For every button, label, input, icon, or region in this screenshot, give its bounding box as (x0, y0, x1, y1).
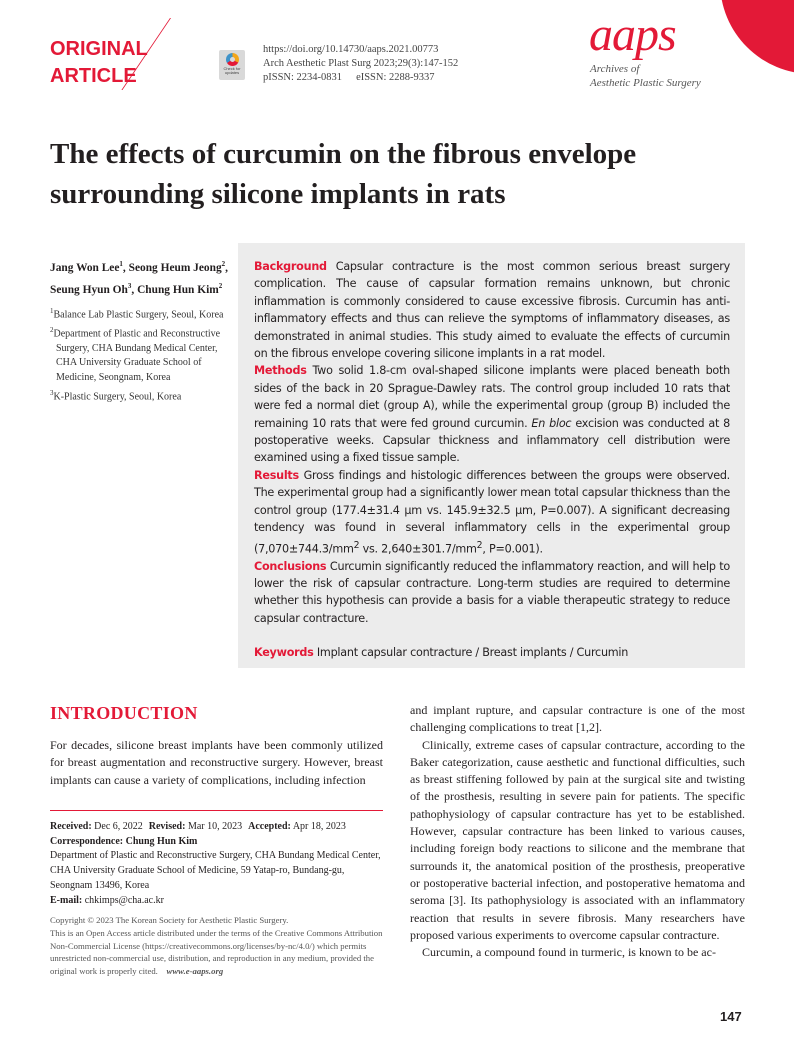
corner-accent-circle (720, 0, 794, 74)
publication-info (263, 43, 458, 85)
abstract-background: Background Capsular contracture is the most common serious breast surgery complication. The cause of capsular formation remains unknown, but chronic inflammation is commonly considered to cause excessive fibrosis. Curcumin has anti-inflammatory effects and thus can relieve the symptoms of inflammatory diseases, as demonstrated in animal studies. This study aimed to evaluate the effects of curcumin on the fibrous envelope covering silicone implants in a rat model. (254, 260, 730, 361)
intro-right-column (410, 702, 745, 961)
citation: Arch Aesthetic Plast Surg 2023;29(3):147-152 (263, 58, 459, 69)
email-link[interactable]: chkimps@cha.ac.kr (84, 894, 164, 906)
abstract-keywords: Keywords Implant capsular contracture / Breast implants / Curcumin (254, 646, 629, 660)
page-number: 147 (720, 1009, 742, 1024)
affiliation-item: $^2$Department of Plastic and Reconstructive Surgery, CHA Bundang Medical Center, CHA University Graduate School of Medicine, Seongnam, Korea (50, 325, 221, 384)
intro-paragraph: and implant rupture, and capsular contracture is one of the most challenging complications to treat [1,2]. (410, 703, 745, 735)
intro-paragraph: Curcumin, a compound found in turmeric, is known to be ac- (422, 945, 716, 960)
crossmark-icon (226, 53, 239, 66)
author-list: Jang Won Lee$^1$, Seong Heum Jeong$^2$, Seung Hyun Oh$^3$, Chung Hun Kim$^2$ (50, 260, 229, 297)
doi-link[interactable]: https://doi.org/10.14730/aaps.2021.00773 (263, 44, 439, 55)
article-title: The effects of curcumin on the fibrous envelope surrounding silicone implants in rats (50, 138, 637, 210)
copyright-notice: Copyright © 2023 The Korean Society for Aesthetic Plastic Surgery. This is an Open Access article distributed under the terms of the Creative Commons Attribution Non-Commercial License (https://creativecommons.org/licenses/by-nc/4.0/) which permits unrestricted non-commercial use, distribution, and reproduction in any medium, provided the original work is properly cited. www.e-aaps.org (50, 915, 383, 977)
correspondence-address: Department of Plastic and Reconstructive Surgery, CHA Bundang Medical Center, CHA University Graduate School of Medicine, 59 Yatap-ro, Bundang-gu, Seongnam 13496, Korea (50, 850, 381, 891)
journal-logo: aaps (589, 8, 676, 61)
correspondence-email: E-mail: chkimps@cha.ac.kr (50, 894, 164, 906)
intro-paragraph: Clinically, extreme cases of capsular contracture, according to the Baker categorization, cause aesthetic and functional difficulties, such as breast stiffening followed by pain at the surgical site and twisting of the prosthesis, resulting in severe pain for patients. The specific pathophysiology of capsular contracture has yet to be established. However, capsular contracture has been linked to various causes, including foreign body reactions to silicone and the membrane that surrounds it, the anatomical position of the prosthesis, preoperative or postoperative bacterial infection, and postoperative hematoma and seroma [3]. Its pathophysiology is associated with an inflammatory reaction that results in severe fibrosis. Many researchers have proposed various experiments to overcome capsular contracture. (410, 737, 745, 942)
affiliation-item: $^1$Balance Lab Plastic Surgery, Seoul, Korea (50, 307, 224, 321)
intro-paragraph: For decades, silicone breast implants have been commonly utilized for breast augmentation and reconstructive surgery. However, breast implants can cause a variety of complications, including infection (50, 738, 383, 787)
intro-left-column (50, 737, 383, 789)
article-history: Received: Dec 6, 2022 Revised: Mar 10, 2023 Accepted: Apr 18, 2023 Correspondence: Chung Hun Kim Department of Plastic and Reconstructive Surgery, CHA Bundang Medical Center, CHA University Graduate School of Medicine, 59 Yatap-ro, Bundang-gu, Seongnam 13496, Korea E-mail: chkimps@cha.ac.kr (50, 820, 383, 908)
correspondence: Correspondence: Chung Hun Kim (50, 835, 198, 847)
affiliation-item: $^3$K-Plastic Surgery, Seoul, Korea (50, 388, 182, 402)
abstract-box (238, 243, 745, 668)
footnote-divider (50, 810, 383, 811)
abstract-results: Results Gross findings and histologic differences between the groups were observed. The experimental group had a significantly lower mean total capsular thickness than the control group (177.4±31.4 μm vs. 145.9±32.5 μm, P=0.007). A significant decreasing tendency was found in several inflammatory cells in the experimental group ($7,070\pm 744.3/mm^2$ vs. $2,640\pm 301.7/mm^2$, P=0.001). (254, 468, 730, 556)
website-link[interactable]: www.e-aaps.org (166, 966, 224, 977)
abstract-conclusions: Conclusions Curcumin significantly reduced the inflammatory reaction, and will help to lower the risk of capsular contracture. Long-term studies are required to determine whether this hypothesis can provide a basis for a viable therapeutic strategy to reduce capsular contracture. (254, 559, 731, 625)
article-type-label: ORIGINAL ARTICLE (50, 38, 148, 87)
abstract-methods: Methods Two solid 1.8-cm oval-shaped silicone implants were placed beneath both sides of the back in 20 Sprague-Dawley rats. The control group included 10 rats that were fed a normal diet (group A), while the experimental group (group B) included the remaining 10 rats that were fed ground curcumin. En bloc excision was conducted at 8 postoperative weeks. Capsular thickness and inflammatory cell distribution were examined using a fixed tissue sample. (254, 364, 731, 465)
issn-line: pISSN: 2234-0831 eISSN: 2288-9337 (263, 72, 435, 83)
affiliations (50, 304, 240, 405)
check-for-updates-badge[interactable]: Check for updates (219, 50, 245, 80)
section-heading-introduction: INTRODUCTION (50, 703, 198, 723)
journal-name: Archives of Aesthetic Plastic Surgery (590, 63, 701, 89)
